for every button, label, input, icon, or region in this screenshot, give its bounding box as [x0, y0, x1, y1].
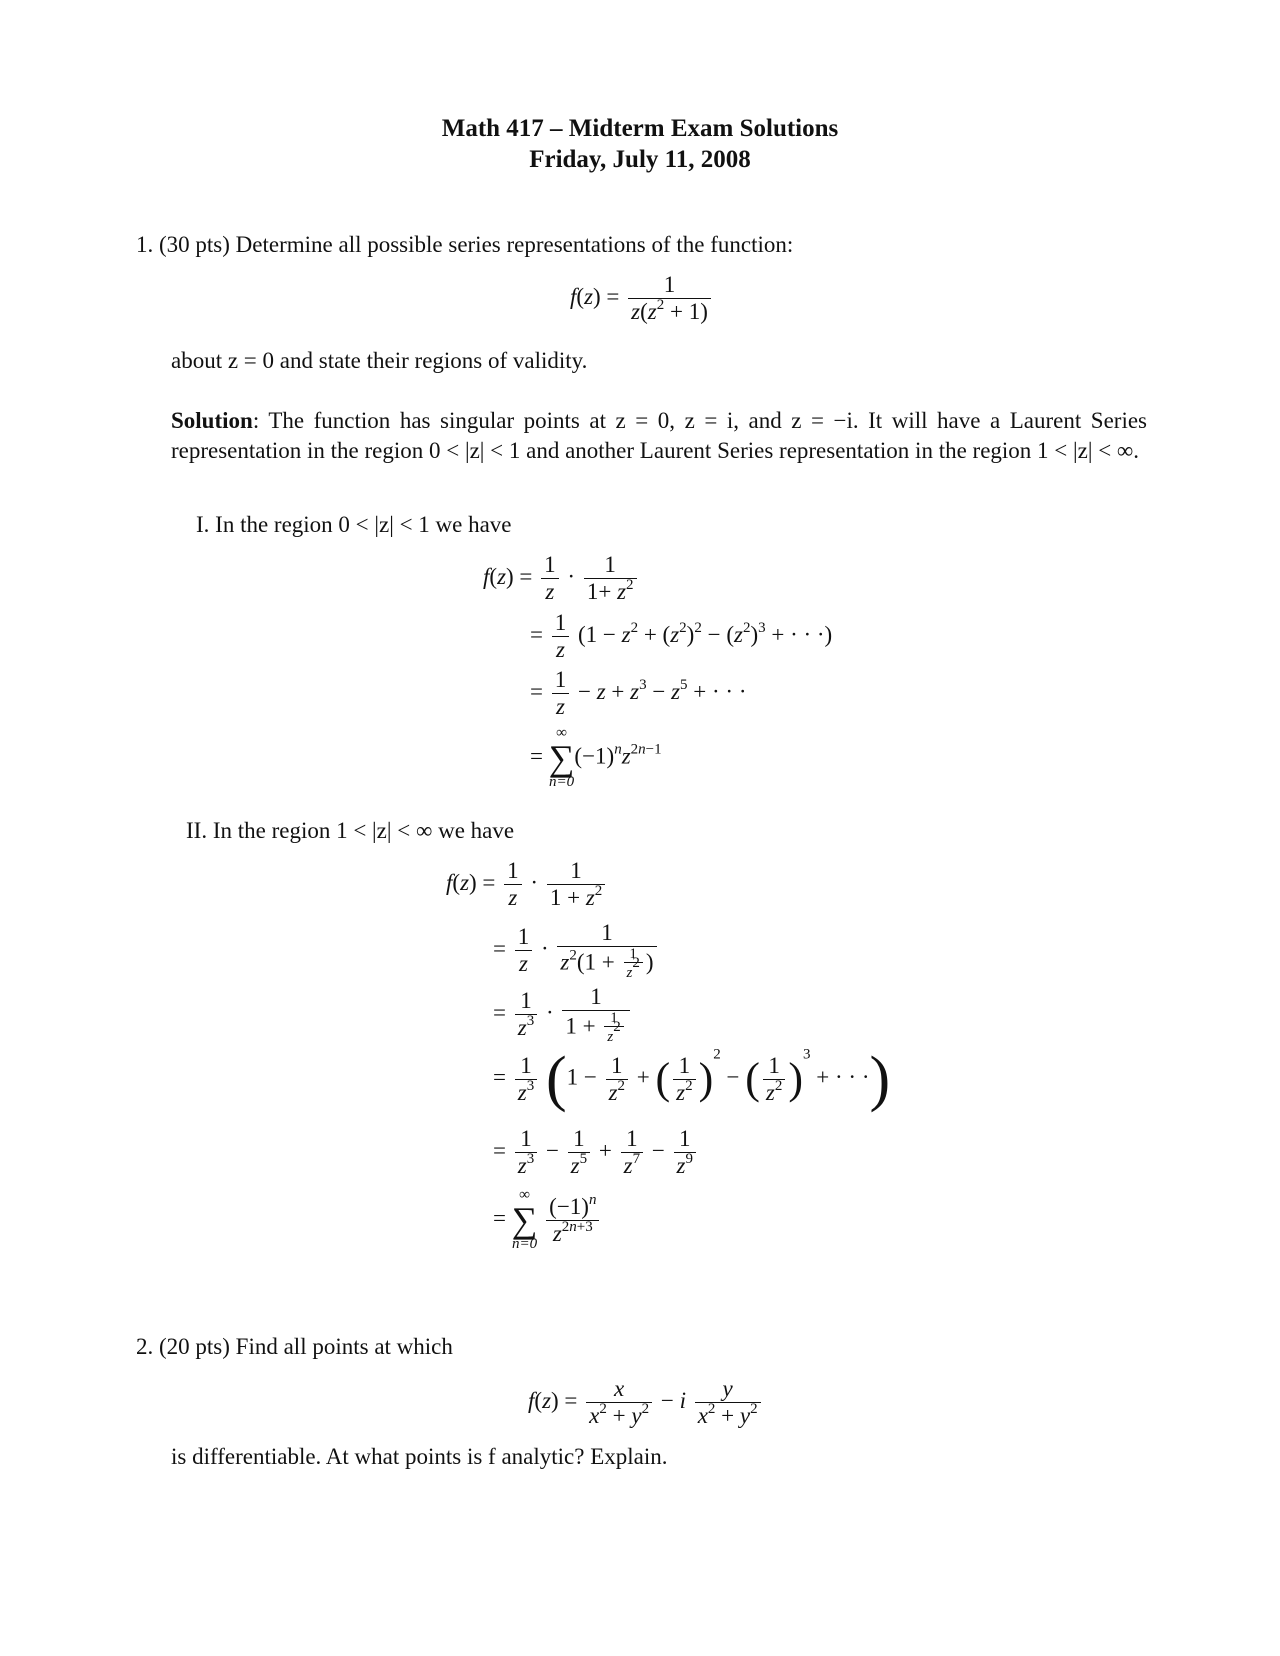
- solution-label: Solution: [171, 408, 253, 433]
- part1-heading: I. In the region 0 < |z| < 1 we have: [196, 512, 512, 537]
- exam-date: Friday, July 11, 2008: [529, 146, 751, 173]
- part2-step4: = $\frac{1}{z^3}$ (1 − $\frac{1}{z^2}$ + ( $\frac{1}{z^2}$ )$^2$ − ( $\frac{1}{z^2}$ )$^3$ + · · ·): [493, 1045, 891, 1113]
- problem2-number: 2.: [136, 1334, 154, 1359]
- problem2-points: (20 pts): [159, 1334, 230, 1359]
- part2-step6: = ∞ ∑ n=0 $\frac{(-1)^n}{z^{2n+3}}$: [493, 1188, 602, 1252]
- problem1-prompt: Determine all possible series representations of the function:: [235, 232, 794, 257]
- problem2-prompt: Find all points at which: [235, 1334, 453, 1359]
- part1-step1: f(z) = $\frac{1}{z}$ · $\frac{1}{1+ z^2}$: [483, 552, 640, 605]
- part2-step2: = $\frac{1}{z}$ · 1 $z^2(1$ + $\frac{1}{z^2}$ ): [493, 920, 660, 981]
- exam-title: Math 417 – Midterm Exam Solutions: [441, 115, 839, 142]
- part2-step1: f(z) = $\frac{1}{z}$ · $\frac{1}{1 + z^2}$: [446, 858, 608, 911]
- part2-step5: = $\frac{1}{z^3}$ − $\frac{1}{z^5}$ + $\frac{1}{z^7}$ − $\frac{1}{z^9}$: [493, 1126, 699, 1179]
- problem2-after-equation: is differentiable. At what points is f analytic? Explain.: [171, 1444, 668, 1469]
- problem1-number: 1.: [136, 232, 154, 257]
- problem1-after-equation: about z = 0 and state their regions of validity.: [171, 348, 588, 373]
- part1-step4: = ∞ ∑ n=0 $(-1)^nz^{2n-1}$: [530, 725, 662, 790]
- problem2-statement: [136, 1334, 453, 1360]
- part2-heading: II. In the region 1 < |z| < ∞ we have: [186, 818, 515, 843]
- solution-text: : The function has singular points at z = 0, z = i, and z = −i. It will have a Laurent Series representation in the region 0 < |z| < 1 and another Laurent Series representation in the region 1 < |z| < ∞.: [171, 408, 1147, 463]
- problem1-statement: [136, 232, 793, 258]
- part1-step3: = $\frac{1}{z}$ − $z + z^3 - z^5$ + · · ·: [530, 667, 747, 719]
- part2-step3: = $\frac{1}{z^3}$ · 1 1 + $\frac{1}{z^2}$: [493, 984, 633, 1045]
- problem1-solution: [171, 406, 1147, 466]
- problem1-function-equation: f(z) = $\frac{1}{z(z^2 + 1)}$: [570, 272, 714, 325]
- part1-step2: = $\frac{1}{z}$ ($1 - z^2 + (z^2)^2 - (z^2)^3$ + · · ·): [530, 610, 833, 662]
- problem2-function-equation: f(z) = $\frac{x}{x^2 + y^2}$ − i $\frac{y}{x^2 + y^2}$: [528, 1376, 764, 1429]
- problem1-points: (30 pts): [159, 232, 230, 257]
